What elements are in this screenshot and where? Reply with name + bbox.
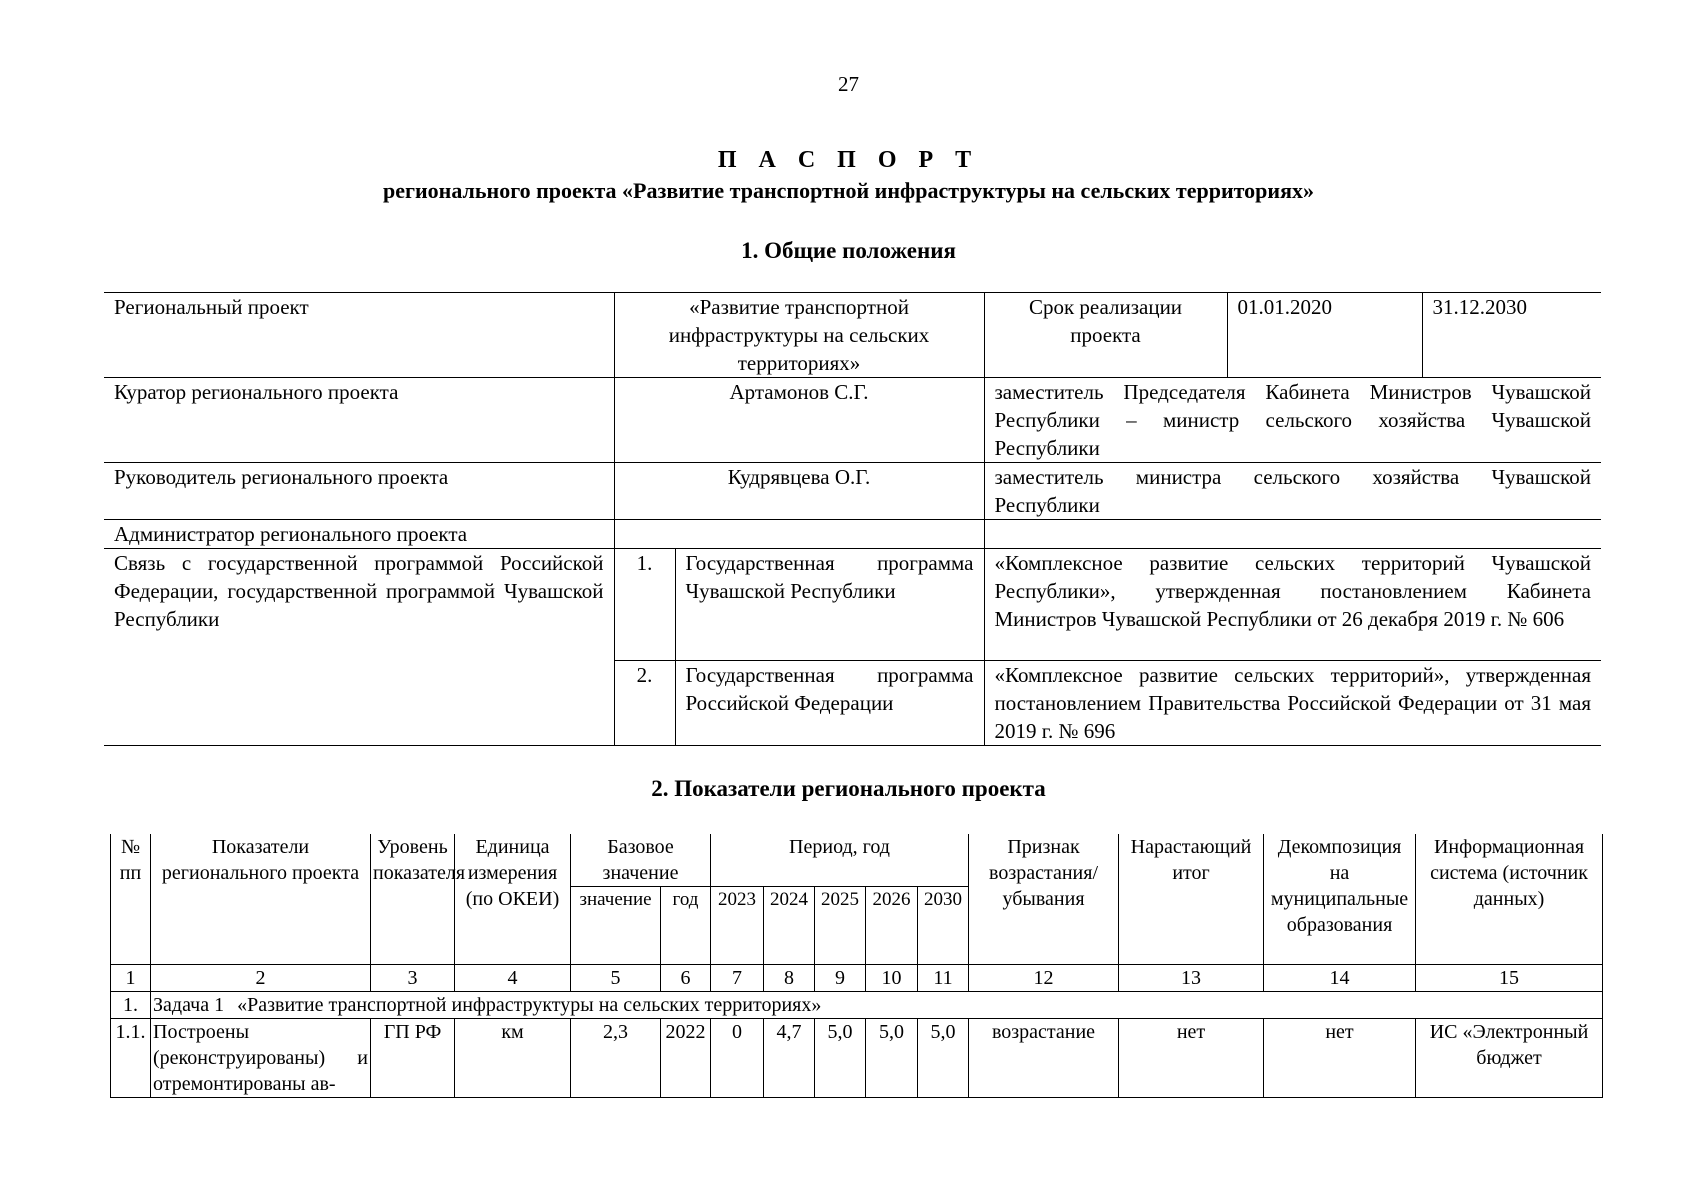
row-info-system: ИС «Электронный бюджет bbox=[1416, 1019, 1603, 1098]
section1-heading: 1. Общие положения bbox=[741, 238, 956, 263]
document-title: П А С П О Р Т bbox=[717, 147, 980, 173]
col-header-unit: Единица измерения (по ОКЕИ) bbox=[455, 834, 571, 965]
col-header-sign: Признак возрастания/ убывания bbox=[969, 834, 1119, 965]
program-type: Государственная программа Чувашской Республики bbox=[675, 549, 984, 661]
head-position: заместитель министра сельского хозяйства Чувашской Республики bbox=[984, 463, 1601, 520]
col-header-base-value: значение bbox=[571, 887, 661, 965]
column-numbers-row bbox=[111, 965, 1603, 992]
general-provisions-table bbox=[104, 292, 1601, 746]
start-date: 01.01.2020 bbox=[1227, 293, 1422, 378]
row-indicator: Построены (реконструированы) и отремонтированы ав- bbox=[151, 1019, 371, 1098]
row-sign: возрастание bbox=[969, 1019, 1119, 1098]
column-number: 6 bbox=[661, 965, 711, 992]
project-label: Региональный проект bbox=[104, 293, 614, 378]
table-row bbox=[104, 520, 1601, 549]
header-row bbox=[111, 834, 1603, 887]
program-type: Государственная программа Российской Федерации bbox=[675, 661, 984, 746]
row-value: 5,0 bbox=[815, 1019, 866, 1098]
program-num: 1. bbox=[614, 549, 675, 661]
col-header-year: 2030 bbox=[918, 887, 969, 965]
admin-position bbox=[984, 520, 1601, 549]
head-name: Кудрявцева О.Г. bbox=[614, 463, 984, 520]
row-base-value: 2,3 bbox=[571, 1019, 661, 1098]
col-header-num: № пп bbox=[111, 834, 151, 965]
row-value: 4,7 bbox=[764, 1019, 815, 1098]
column-number: 12 bbox=[969, 965, 1119, 992]
column-number: 13 bbox=[1119, 965, 1264, 992]
row-value: 0 bbox=[711, 1019, 764, 1098]
column-number: 8 bbox=[764, 965, 815, 992]
program-num: 2. bbox=[614, 661, 675, 746]
project-name: «Развитие транспортной инфраструктуры на сельских территориях» bbox=[614, 293, 984, 378]
column-number: 1 bbox=[111, 965, 151, 992]
admin-label: Администратор регионального проекта bbox=[104, 520, 614, 549]
column-number: 10 bbox=[866, 965, 918, 992]
column-number: 9 bbox=[815, 965, 866, 992]
column-number: 7 bbox=[711, 965, 764, 992]
row-base-year: 2022 bbox=[661, 1019, 711, 1098]
curator-position: заместитель Председателя Кабинета Министров Чувашской Республики – министр сельского хозяйства Чувашской Республики bbox=[984, 378, 1601, 463]
col-header-year: 2024 bbox=[764, 887, 815, 965]
column-number: 11 bbox=[918, 965, 969, 992]
admin-name bbox=[614, 520, 984, 549]
task-title bbox=[151, 992, 1603, 1019]
task-row bbox=[111, 992, 1603, 1019]
table-row bbox=[104, 293, 1601, 378]
document-subtitle: регионального проекта «Развитие транспортной инфраструктуры на сельских территориях» bbox=[383, 178, 1314, 203]
row-decomposition: нет bbox=[1264, 1019, 1416, 1098]
row-level: ГП РФ bbox=[371, 1019, 455, 1098]
row-cumulative: нет bbox=[1119, 1019, 1264, 1098]
col-header-info-system: Информационная система (источник данных) bbox=[1416, 834, 1603, 965]
row-num: 1.1. bbox=[111, 1019, 151, 1098]
col-header-base: Базовое значение bbox=[571, 834, 711, 887]
col-header-year: 2025 bbox=[815, 887, 866, 965]
col-header-year: 2023 bbox=[711, 887, 764, 965]
end-date: 31.12.2030 bbox=[1422, 293, 1601, 378]
col-header-period: Период, год bbox=[711, 834, 969, 887]
curator-name: Артамонов С.Г. bbox=[614, 378, 984, 463]
indicators-table bbox=[110, 834, 1603, 1098]
section2-heading: 2. Показатели регионального проекта bbox=[651, 776, 1046, 801]
col-header-decomposition: Декомпозиция на муниципальные образования bbox=[1264, 834, 1416, 965]
col-header-year: 2026 bbox=[866, 887, 918, 965]
col-header-base-year: год bbox=[661, 887, 711, 965]
term-label: Срок реализации проекта bbox=[984, 293, 1227, 378]
col-header-indicator: Показатели регионального проекта bbox=[151, 834, 371, 965]
row-unit: км bbox=[455, 1019, 571, 1098]
table-row bbox=[104, 463, 1601, 520]
column-number: 4 bbox=[455, 965, 571, 992]
program-desc: «Комплексное развитие сельских территорий», утвержденная постановлением Правительства Российской Федерации от 31 мая 2019 г. № 696 bbox=[984, 661, 1601, 746]
column-number: 2 bbox=[151, 965, 371, 992]
column-number: 5 bbox=[571, 965, 661, 992]
task-text: «Развитие транспортной инфраструктуры на сельских территориях» bbox=[237, 994, 822, 1016]
table-row bbox=[104, 378, 1601, 463]
column-number: 3 bbox=[371, 965, 455, 992]
head-label: Руководитель регионального проекта bbox=[104, 463, 614, 520]
curator-label: Куратор регионального проекта bbox=[104, 378, 614, 463]
column-number: 15 bbox=[1416, 965, 1603, 992]
program-desc: «Комплексное развитие сельских территорий Чувашской Республики», утвержденная постановлением Кабинета Министров Чувашской Республики от 26 декабря 2019 г. № 606 bbox=[984, 549, 1601, 661]
col-header-cumulative: Нарастающий итог bbox=[1119, 834, 1264, 965]
table-row bbox=[104, 549, 1601, 661]
task-num: 1. bbox=[111, 992, 151, 1019]
task-label: Задача 1 bbox=[153, 994, 225, 1016]
table-row bbox=[111, 1019, 1603, 1098]
row-value: 5,0 bbox=[918, 1019, 969, 1098]
row-value: 5,0 bbox=[866, 1019, 918, 1098]
column-number: 14 bbox=[1264, 965, 1416, 992]
col-header-level: Уровень показателя bbox=[371, 834, 455, 965]
page-number: 27 bbox=[838, 72, 859, 96]
link-label: Связь с государственной программой Российской Федерации, государственной программой Чувашской Республики bbox=[104, 549, 614, 746]
